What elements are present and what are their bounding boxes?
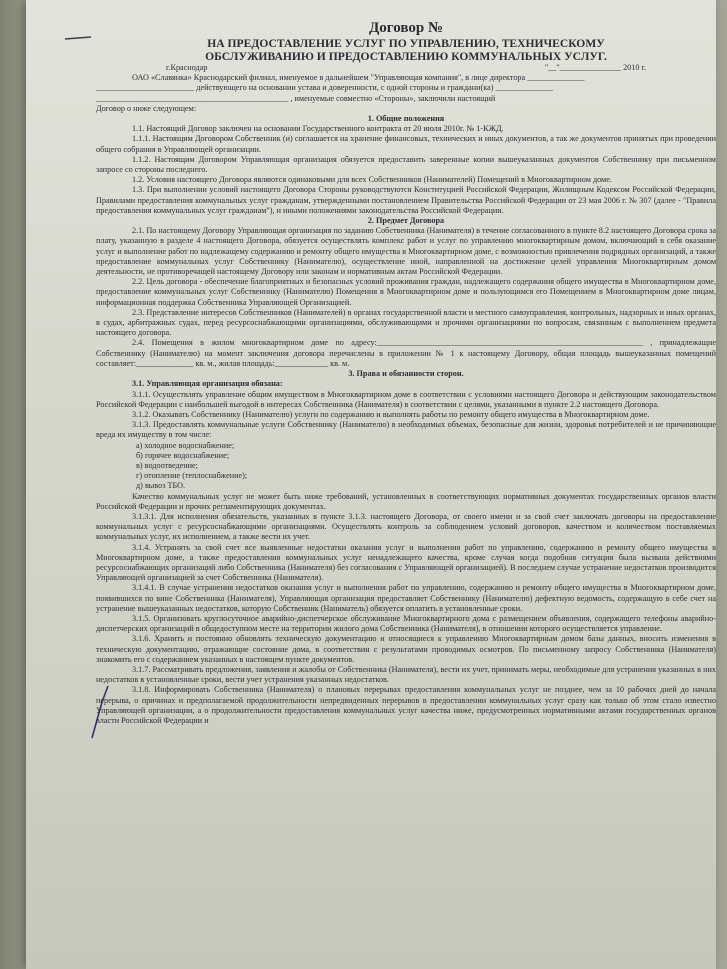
clause: 3.1.8. Информировать Собственника (Нанимателя) о плановых перерывах предоставления коммунальных услуг не позднее, чем за 10 рабочих дней до начала перерыва, о причинах и предполагаемой продолжительности непредвиденных перерывов в предоставлении коммунальных услуг сразу как только об этом стало известно Управляющей организации, а о продолжительности предоставления коммунальных услуг качества ниже, предусмотренных нормативными актами государственных органов власти Российской Федерации и (96, 685, 716, 725)
document-place: г.Краснодар (166, 63, 208, 72)
clause: 3.1.3.1. Для исполнения обязательств, указанных в пункте 3.1.3. настоящего Договора, от своего имени и за свой счет заключать договоры на предоставление коммунальных услуг с ресурсоснабжающими организациями. Осуществлять контроль за соблюдением условий договоров, качеством и количеством поставляемых коммунальных услуг, их исполнением, а также вести их учет. (96, 511, 716, 542)
clause: 1.2. Условия настоящего Договора являются одинаковыми для всех Собственников (Нанимателей) Помещений в Многоквартирном доме. (132, 175, 612, 185)
intro-line: ОАО «Славянка» Краснодарский филиал, именуемое в дальнейшем "Управляющая компания", в лице директора ______________ (132, 73, 585, 83)
intro-line: _______________________________________________ , именуемые совместно «Стороны», заключили настоящий (96, 93, 496, 103)
place-date-row (96, 63, 716, 73)
document-date: "__"_______________ 2010 г. (544, 63, 646, 72)
list-item: д) вывоз ТБО. (136, 481, 186, 491)
clause: 3.1.6. Хранить и постоянно обновлять техническую документацию и относящиеся к управлению Многоквартирным домом базы данных, вносить изменения в техническую документацию, отражающие состояние дома, в соответствии с результатами проводимых осмотров. По письменному запросу Собственника (Нанимателя) знакомить его с содержанием указанных в настоящем пункте документов. (96, 634, 716, 664)
clause: 3.1.4. Устранять за свой счет все выявленные недостатки оказания услуг и выполнения работ по управлению, содержанию и ремонту общего имущества в Многоквартирном доме, а также предоставления коммунальных услуг ненадлежащего качества, кроме случая когда подобная ситуация была вызвана действиями ресурсоснабжающих организаций либо Собственника (Нанимателя) без согласования с Управляющей организацией). В последнем случае устранение недостатков производится Управляющей организацией за счет Собственника (Нанимателя). (96, 542, 716, 583)
list-item: г) отопление (теплоснабжение); (136, 471, 248, 481)
paper-sheet (26, 0, 716, 969)
clause: 1.1.2. Настоящим Договором Управляющая организация обязуется предоставить заверенные копии вышеуказанных документов Собственнику при письменном запросе со стороны последнего. (96, 154, 716, 175)
list-item: а) холодное водоснабжение; (136, 440, 235, 450)
clause: 2.2. Цель договора - обеспечение благоприятных и безопасных условий проживания граждан, надлежащего содержания общего имущества в Многоквартирном доме, предоставление коммунальных услуг Собственнику (Нанимателю) Помещения в Многоквартирном доме и пользующимся его Помещением в Многоквартирном доме лицам, информационная поддержка Собственника Управляющей Организацией. (96, 277, 716, 307)
document-subtitle-line-2: ОБСЛУЖИВАНИЮ И ПРЕДОСТАВЛЕНИЮ КОММУНАЛЬНЫХ УСЛУГ. (205, 50, 607, 63)
subsection-heading: 3.1. Управляющая организация обязана: (132, 379, 283, 389)
clause: 3.1.1. Осуществлять управление общим имуществом в Многоквартирном доме в соответствии с условиями настоящего Договора и действующим законодательством Российской Федерации с наибольшей выгодой в интересах Собственника (Нанимателя) в соответствии с целями, указанными в пункте 2.2 настоящего Договора. (96, 389, 716, 409)
document-subtitle-line-1: НА ПРЕДОСТАВЛЕНИЕ УСЛУГ ПО УПРАВЛЕНИЮ, ТЕХНИЧЕСКОМУ (207, 37, 605, 50)
clause: Качество коммунальных услуг не может быть ниже требований, установленных в соответствующих нормативных документах государственных органов власти Российской Федерации и прочих регламентирующих документах. (96, 491, 716, 511)
intro-line: Договор о ниже следующем: (96, 103, 197, 113)
pen-stroke-mark (64, 34, 92, 42)
section-heading: 1. Общие положения (367, 114, 445, 124)
clause: 1.3. При выполнении условий настоящего Договора Стороны руководствуются Конституцией Российской Федерации, Жилищным Кодексом Российской Федерации, Правилами предоставления коммунальных услуг гражданам, утвержденными постановлением Правительства Российской Федерации от 23 мая 2006 г. № 307 (далее - "Правила предоставления коммунальных услуг гражданам"), и иными положениями законодательства Российской Федерации. (96, 185, 716, 215)
clause: 3.1.2. Оказывать Собственнику (Нанимателю) услуги по содержанию и выполнять работы по ремонту общего имущества в Многоквартирном доме. (132, 409, 650, 419)
clause: 1.1.1. Настоящим Договором Собственник (и) соглашается на хранение финансовых, технических и иных документов, а так же документов принятых при проведении общего собрания в Управляющей организации. (96, 134, 716, 154)
contract-text (96, 20, 716, 726)
clause: 2.1. По настоящему Договору Управляющая организация по заданию Собственника (Нанимателя) в течение согласованного в пункте 8.2 настоящего Договора срока за плату, указанную в разделе 4 настоящего Договора, обязуется осуществлять комплекс работ и услуг по управлению многоквартирным домом, включающий в себя оказание услуг и выполнение работ по надлежащему содержанию и ремонту общего имущества в Многоквартирном доме, с возможностью привлечения подрядных организаций, а также предоставление коммунальных услуг Собственнику (Нанимателю), осуществление иной, направленной на достижение целей управления Многоквартирным домом деятельности, не противоречащей настоящему Договору или законам и нормативным актам Российской Федерации. (96, 226, 716, 277)
clause: 3.1.7. Рассматривать предложения, заявления и жалобы от Собственника (Нанимателя), вести их учет, принимать меры, необходимые для устранения указанных в них недостатков в установленные сроки, вести учет устранения указанных недостатков. (96, 664, 716, 685)
list-item: в) водоотведение; (136, 460, 198, 470)
document-title: Договор № (368, 20, 444, 36)
clause: 2.3. Представление интересов Собственников (Нанимателей) в органах государственной власти и местного самоуправления, контрольных, надзорных и иных органах, в судах, арбитражных судах, перед ресурсоснабжающими организациями, обслуживающими и прочими организациями по вопросам, связанным с выполнением предмета настоящего договора. (96, 307, 716, 338)
list-item: б) горячее водоснабжение; (136, 450, 230, 460)
intro-line: ________________________ действующего на основании устава и доверенности, с одной стороны и граждани(ка) ______________ (96, 83, 553, 93)
clause: 1.1. Настоящий Договор заключен на основании Государственного контракта от 20 июля 2010г. № 1-КЖД. (132, 124, 504, 134)
clause: 3.1.3. Предоставлять коммунальные услуги Собственнику (Нанимателю) в необходимых объемах, безопасные для жизни, здоровья потребителей и не причиняющие вреда их имуществу в том числе: (96, 420, 716, 440)
clause: 3.1.4.1. В случае устранения недостатков оказания услуг и выполнения работ по управлению, содержанию и ремонту общего имущества в Многоквартирном доме, появившихся по вине Собственника (Нанимателя), Управляющая организация предоставляет Собственнику (Нанимателю) дефектную ведомость, содержащую в себе счет на устранение вышеуказанных недостатков, которую Собственник (Наниматель) обязуется оплатить в установленные сроки. (96, 583, 716, 613)
clause: 2.4. Помещения в жилом многоквартирном доме по адресу:_________________________________________________________________ , принадлежащие Собственнику (Нанимателю) на момент заключения договора перечислены в приложении № 1 к настоящему Договору, общая площадь вышеуказанных помещений составляет:______________ кв. м., жилая площадь:_____________ кв. м. (96, 338, 716, 368)
section-heading: 3. Права и обязанности сторон. (348, 369, 464, 379)
clause: 3.1.5. Организовать круглосуточное аварийно-диспетчерское обслуживание Многоквартирного дома с размещением объявления, содержащего телефоны аварийно-диспетчерских организаций в общедоступном месте на территории жилого дома Собственника (Нанимателя), в отношении которого осуществляется управление. (96, 613, 716, 634)
section-heading: 2. Предмет Договора (367, 216, 445, 226)
